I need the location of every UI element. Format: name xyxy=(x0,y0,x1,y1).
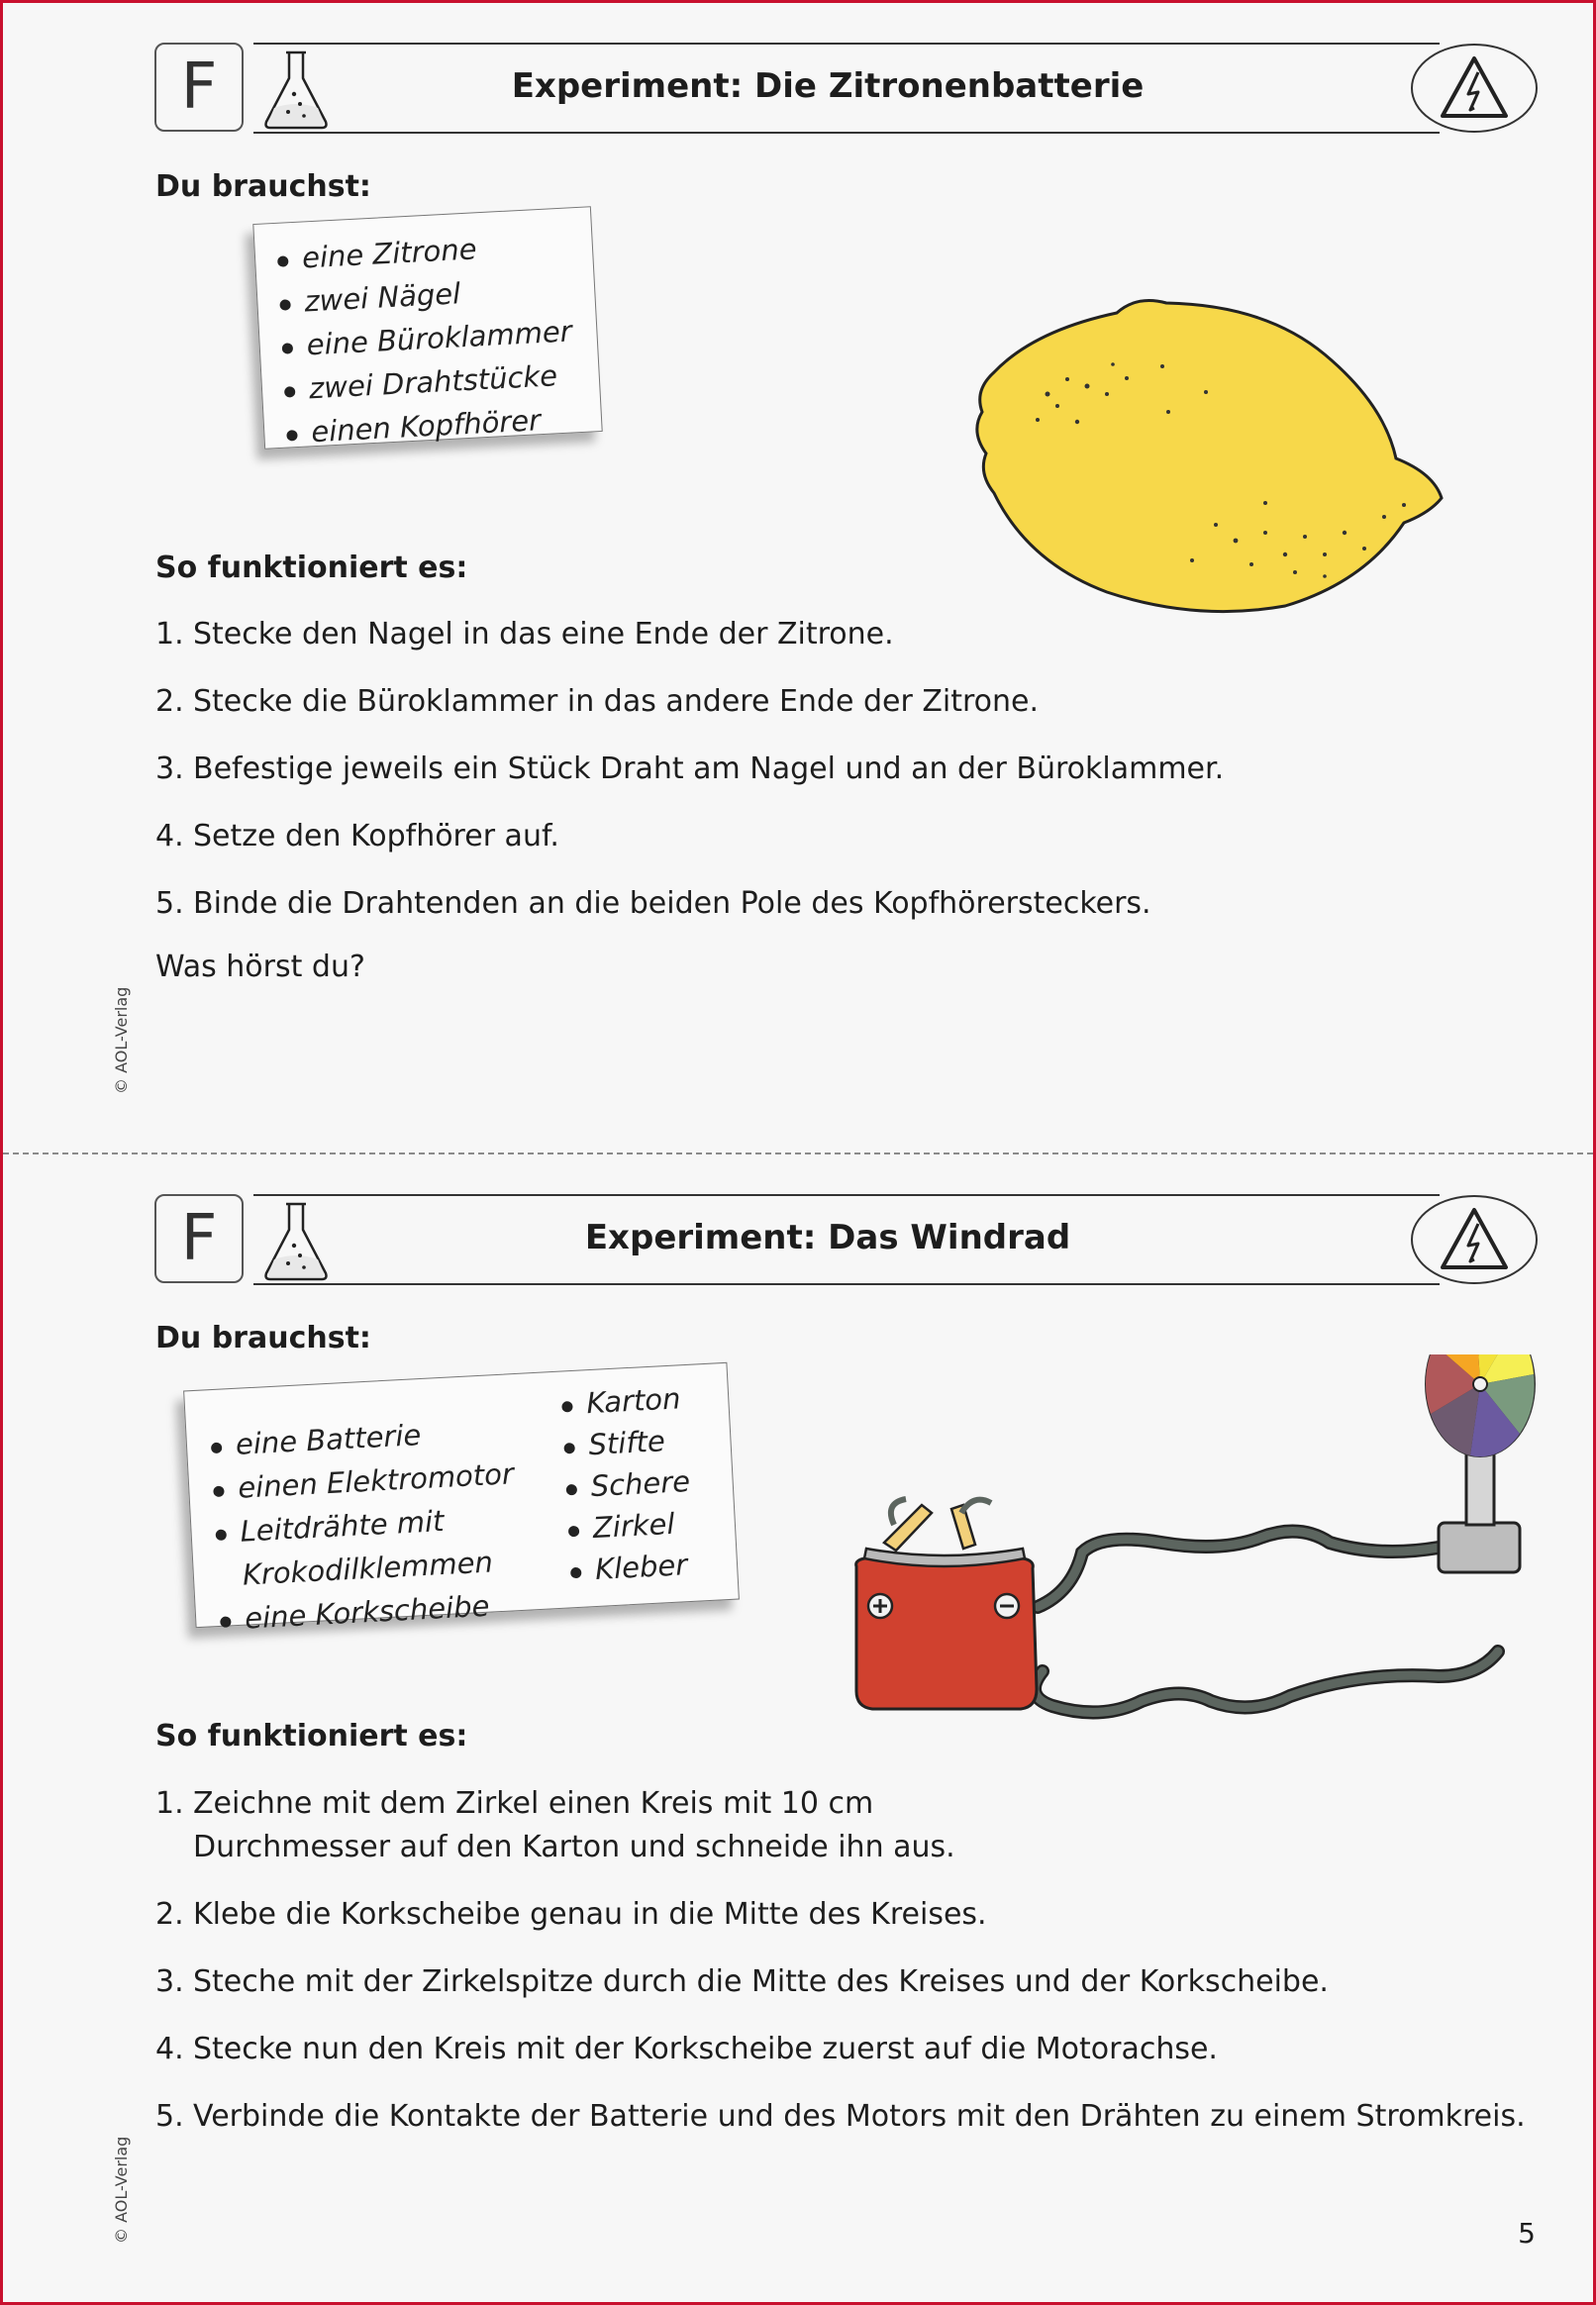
materials-note xyxy=(183,1362,740,1636)
bullet-dot-icon xyxy=(279,299,291,311)
materials-note xyxy=(252,206,602,450)
question-text: Was hörst du? xyxy=(155,950,365,984)
material-item: Kleber xyxy=(569,1544,695,1592)
step-item: 4. Setze den Kopfhörer auf. xyxy=(155,819,559,853)
step-item: 5. Binde die Drahtenden an die beiden Pole des Kopfhörersteckers. xyxy=(155,886,1151,921)
bullet-dot-icon xyxy=(566,1483,578,1495)
step-item: 3. Steche mit der Zirkelspitze durch die Mitte des Kreises und der Korkscheibe. xyxy=(155,1964,1329,1999)
material-item: eine Zitrone xyxy=(276,221,593,281)
steps-heading: So funktioniert es: xyxy=(155,551,468,585)
material-item-continuation: Krokodilklemmen xyxy=(242,1545,494,1592)
step-item: 4. Stecke nun den Kreis mit der Korkscheibe zuerst auf die Motorachse. xyxy=(155,2032,1218,2066)
steps-list xyxy=(155,613,1224,926)
high-voltage-warning-icon xyxy=(1409,1194,1540,1285)
step-item: 1. Zeichne mit dem Zirkel einen Kreis mit 10 cm Durchmesser auf den Karton und schneide ihn aus. xyxy=(155,1786,955,1864)
bullet-dot-icon xyxy=(561,1400,573,1412)
steps-heading: So funktioniert es: xyxy=(155,1719,468,1754)
card-windmill xyxy=(3,1156,1593,2305)
material-item: einen Kopfhörer xyxy=(285,395,602,455)
bullet-dot-icon xyxy=(570,1566,582,1578)
material-item: eine Büroklammer xyxy=(281,308,598,368)
material-item: Karton xyxy=(560,1377,686,1426)
material-item: Leitdrähte mit xyxy=(214,1495,517,1554)
material-item: einen Elektromotor xyxy=(212,1452,515,1511)
materials-heading: Du brauchst: xyxy=(155,1321,371,1355)
cut-line xyxy=(3,1152,1593,1154)
bullet-dot-icon xyxy=(563,1442,575,1453)
bullet-dot-icon xyxy=(284,386,296,398)
material-item: Stifte xyxy=(562,1419,688,1467)
step-item: 1. Stecke den Nagel in das eine Ende der Zitrone. xyxy=(155,617,894,651)
bullet-dot-icon xyxy=(213,1485,225,1497)
page-number: 5 xyxy=(1518,2217,1536,2250)
material-item: Zirkel xyxy=(567,1502,693,1551)
lemon-illustration xyxy=(968,295,1444,617)
bullet-dot-icon xyxy=(220,1616,232,1628)
letter-f-badge: F xyxy=(154,43,244,132)
steps-list xyxy=(155,1782,1526,2139)
materials-heading: Du brauchst: xyxy=(155,169,371,204)
material-item: eine Batterie xyxy=(210,1408,513,1467)
bullet-dot-icon xyxy=(286,430,298,442)
card-title: Experiment: Das Windrad xyxy=(584,1218,1071,1257)
material-item: zwei Nägel xyxy=(278,264,595,325)
copyright-text: © AOL-Verlag xyxy=(112,2136,131,2244)
material-item: zwei Drahtstücke xyxy=(283,351,600,412)
step-item: 2. Stecke die Büroklammer in das andere Ende der Zitrone. xyxy=(155,684,1040,719)
bullet-dot-icon xyxy=(215,1529,227,1541)
material-item: Schere xyxy=(565,1460,691,1509)
bullet-dot-icon xyxy=(568,1525,580,1537)
windmill-circuit-illustration xyxy=(845,1354,1538,1751)
card-title: Experiment: Die Zitronenbatterie xyxy=(511,66,1145,106)
step-item: 5. Verbinde die Kontakte der Batterie und des Motors mit den Drähten zu einem Stromkreis. xyxy=(155,2099,1526,2134)
copyright-text: © AOL-Verlag xyxy=(112,986,131,1094)
step-item: 3. Befestige jeweils ein Stück Draht am Nagel und an der Büroklammer. xyxy=(155,752,1225,786)
material-item: eine Korkscheibe xyxy=(219,1582,522,1642)
step-item: 2. Klebe die Korkscheibe genau in die Mitte des Kreises. xyxy=(155,1897,987,1932)
bullet-dot-icon xyxy=(211,1442,223,1453)
letter-f-badge: F xyxy=(154,1194,244,1283)
high-voltage-warning-icon xyxy=(1409,43,1540,134)
bullet-dot-icon xyxy=(282,343,294,354)
card-lemon-battery xyxy=(3,3,1593,1152)
bullet-dot-icon xyxy=(277,255,289,267)
